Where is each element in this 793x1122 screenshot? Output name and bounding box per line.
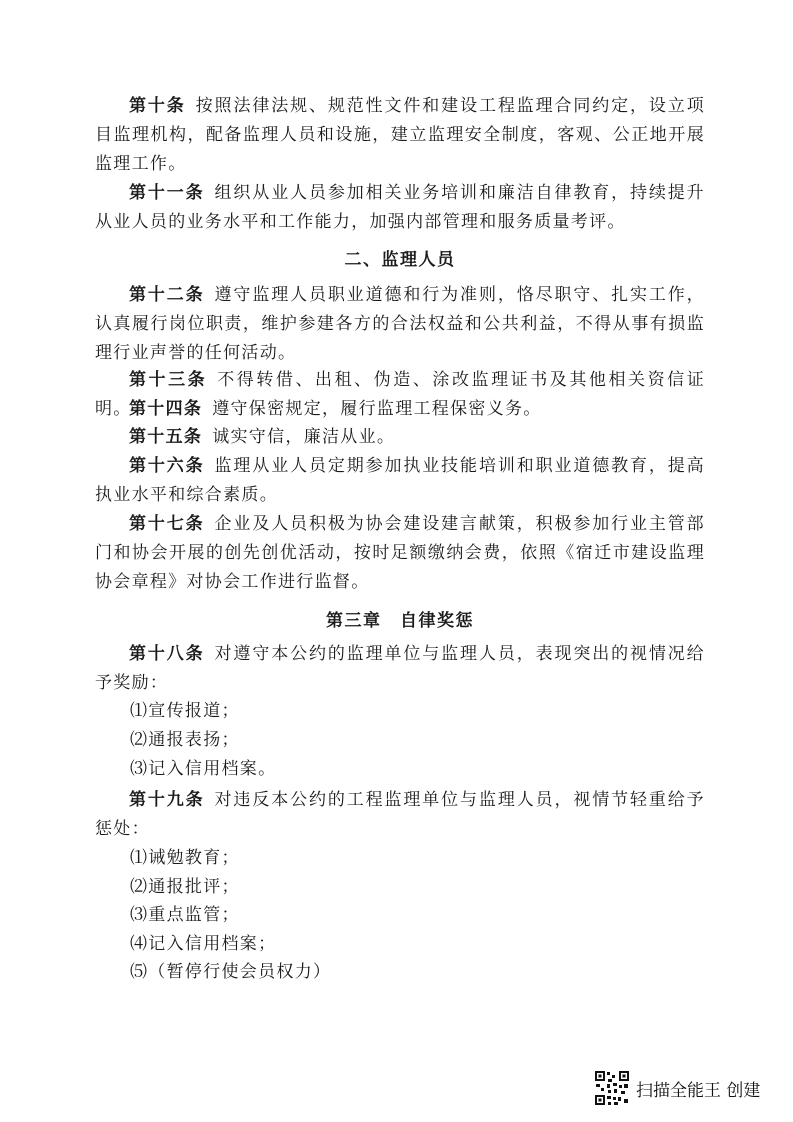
punishment-item: ⑶重点监管； [130, 905, 240, 925]
article-11 [95, 179, 705, 237]
article-text: 按照法律法规、规范性文件和建设工程监理合同约定，设立项目监理机构，配备监理人员和设施，建立监理安全制度，客观、公正地开展监理工作。 [95, 96, 705, 174]
article-label: 第十六条 [129, 456, 205, 476]
reward-item: ⑴宣传报道； [130, 701, 240, 721]
article-text: 诚实守信，廉洁从业。 [212, 427, 396, 447]
article-text: 遵守保密规定，履行监理工程保密义务。 [212, 399, 542, 419]
article-text: 监理从业人员定期参加执业技能培训和职业道德教育，提高执业水平和综合素质。 [95, 456, 705, 505]
article-17 [95, 510, 705, 597]
article-14 [95, 395, 705, 424]
article-text: 对遵守本公约的监理单位与监理人员，表现突出的视情况给予奖励： [95, 644, 705, 693]
article-label: 第十一条 [129, 183, 205, 203]
chapter-title: 第三章 自律奖惩 [326, 611, 474, 631]
punishment-item: ⑷记入信用档案； [130, 934, 277, 954]
article-label: 第十五条 [129, 427, 203, 447]
article-15 [95, 423, 705, 452]
punishment-item: ⑸（暂停行使会员权力） [130, 962, 332, 982]
article-19 [95, 786, 705, 844]
article-label: 第十九条 [129, 790, 205, 810]
reward-item: ⑵通报表扬； [130, 730, 240, 750]
article-label: 第十三条 [129, 370, 208, 390]
article-label: 第十条 [129, 96, 186, 116]
article-18 [95, 640, 705, 698]
watermark-text: 扫描全能王 创建 [636, 1080, 761, 1101]
reward-item: ⑶记入信用档案。 [130, 759, 277, 779]
article-text: 企业及人员积极为协会建设建言献策，积极参加行业主管部门和协会开展的创先创优活动，按时足额缴纳会费，依照《宿迁市建设监理协会章程》对协会工作进行监督。 [95, 514, 705, 592]
article-16 [95, 452, 705, 510]
article-text: 对违反本公约的工程监理单位与监理人员，视情节轻重给予惩处： [95, 790, 705, 839]
article-label: 第十四条 [129, 399, 203, 419]
article-label: 第十八条 [129, 644, 205, 664]
article-label: 第十七条 [129, 514, 205, 534]
article-12 [95, 281, 705, 368]
article-text: 组织从业人员参加相关业务培训和廉洁自律教育，持续提升从业人员的业务水平和工作能力，加强内部管理和服务质量考评。 [95, 183, 705, 232]
article-10 [95, 92, 705, 179]
section-title: 二、监理人员 [344, 250, 456, 270]
punishment-item: ⑴诫勉教育； [130, 848, 240, 868]
article-text: 不得转借、出租、伪造、涂改监理证书及其他相关资信证明。 [95, 370, 706, 419]
punishment-item: ⑵通报批评； [130, 877, 240, 897]
scanner-watermark [594, 1070, 760, 1106]
article-label: 第十二条 [129, 285, 205, 305]
qr-code-icon [594, 1070, 630, 1106]
article-text: 遵守监理人员职业道德和行为准则，恪尽职守、扎实工作，认真履行岗位职责，维护参建各方的合法权益和公共利益，不得从事有损监理行业声誉的任何活动。 [95, 285, 705, 363]
